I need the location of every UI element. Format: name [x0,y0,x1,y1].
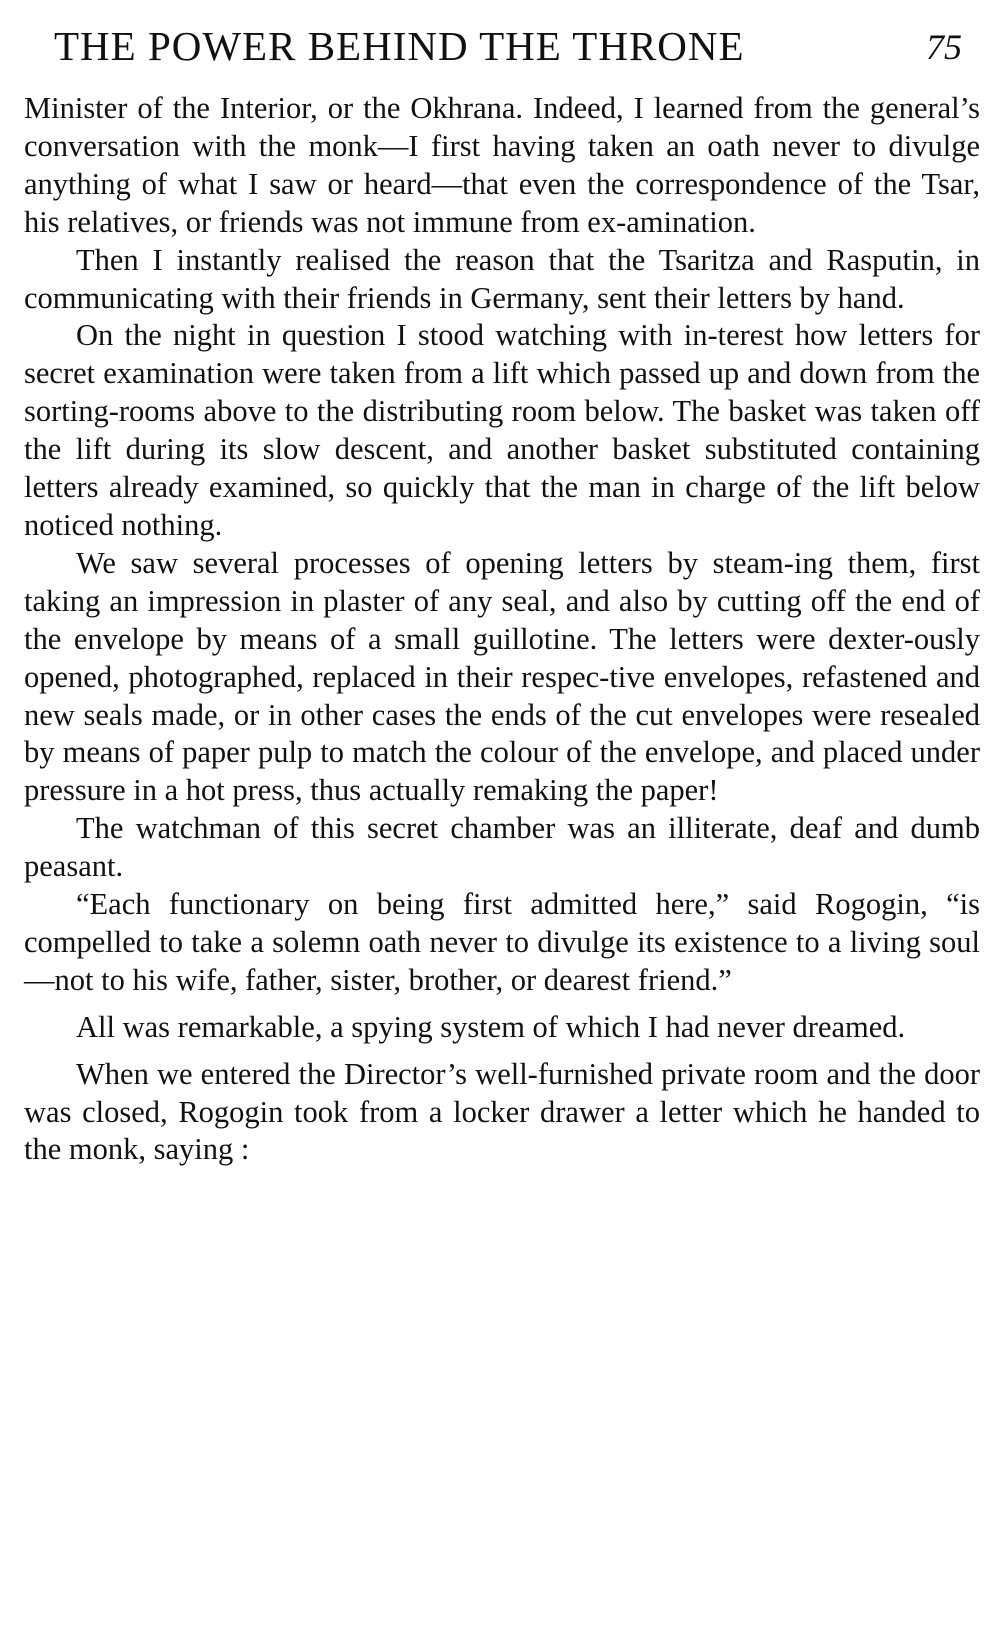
body-text [24,90,980,1169]
paragraph-8: When we entered the Director’s well-furnished private room and the door was closed, Rogogin took from a locker drawer a letter which he handed to the monk, saying : [24,1056,980,1167]
running-head-title: THE POWER BEHIND THE THRONE [54,23,745,69]
page-header [24,10,980,82]
paragraph-1: Minister of the Interior, or the Okhrana. Indeed, I learned from the general’s conversation with the monk—I first having taken an oath never to divulge anything of what I saw or heard—that even the correspondence of the Tsar, his relatives, or friends was not immune from ex-amination. [24,91,980,239]
paragraph-4: We saw several processes of opening letters by steam-ing them, first taking an impression in plaster of any seal, and also by cutting off the end of the envelope by means of a small guillotine. The letters were dexter-ously opened, photographed, replaced in their respec-tive envelopes, refastened and new seals made, or in other cases the ends of the cut envelopes were resealed by means of paper pulp to match the colour of the envelope, and placed under pressure in a hot press, thus actually remaking the paper! [24,545,980,808]
paragraph-5: The watchman of this secret chamber was an illiterate, deaf and dumb peasant. [24,811,980,884]
paragraph-3: On the night in question I stood watching with in-terest how letters for secret examination were taken from a lift which passed up and down from the sorting-rooms above to the distributing room below. The basket was taken off the lift during its slow descent, and another basket substituted containing letters already examined, so quickly that the man in charge of the lift below noticed nothing. [24,318,980,542]
book-page [24,10,980,1169]
page-number: 75 [926,27,962,67]
paragraph-6: “Each functionary on being first admitted here,” said Rogogin, “is compelled to take a solemn oath never to divulge its existence to a living soul—not to his wife, father, sister, brother, or dearest friend.” [24,887,980,997]
paragraph-7: All was remarkable, a spying system of which I had never dreamed. [76,1009,906,1044]
paragraph-2: Then I instantly realised the reason that the Tsaritza and Rasputin, in communicating with their friends in Germany, sent their letters by hand. [24,242,980,315]
